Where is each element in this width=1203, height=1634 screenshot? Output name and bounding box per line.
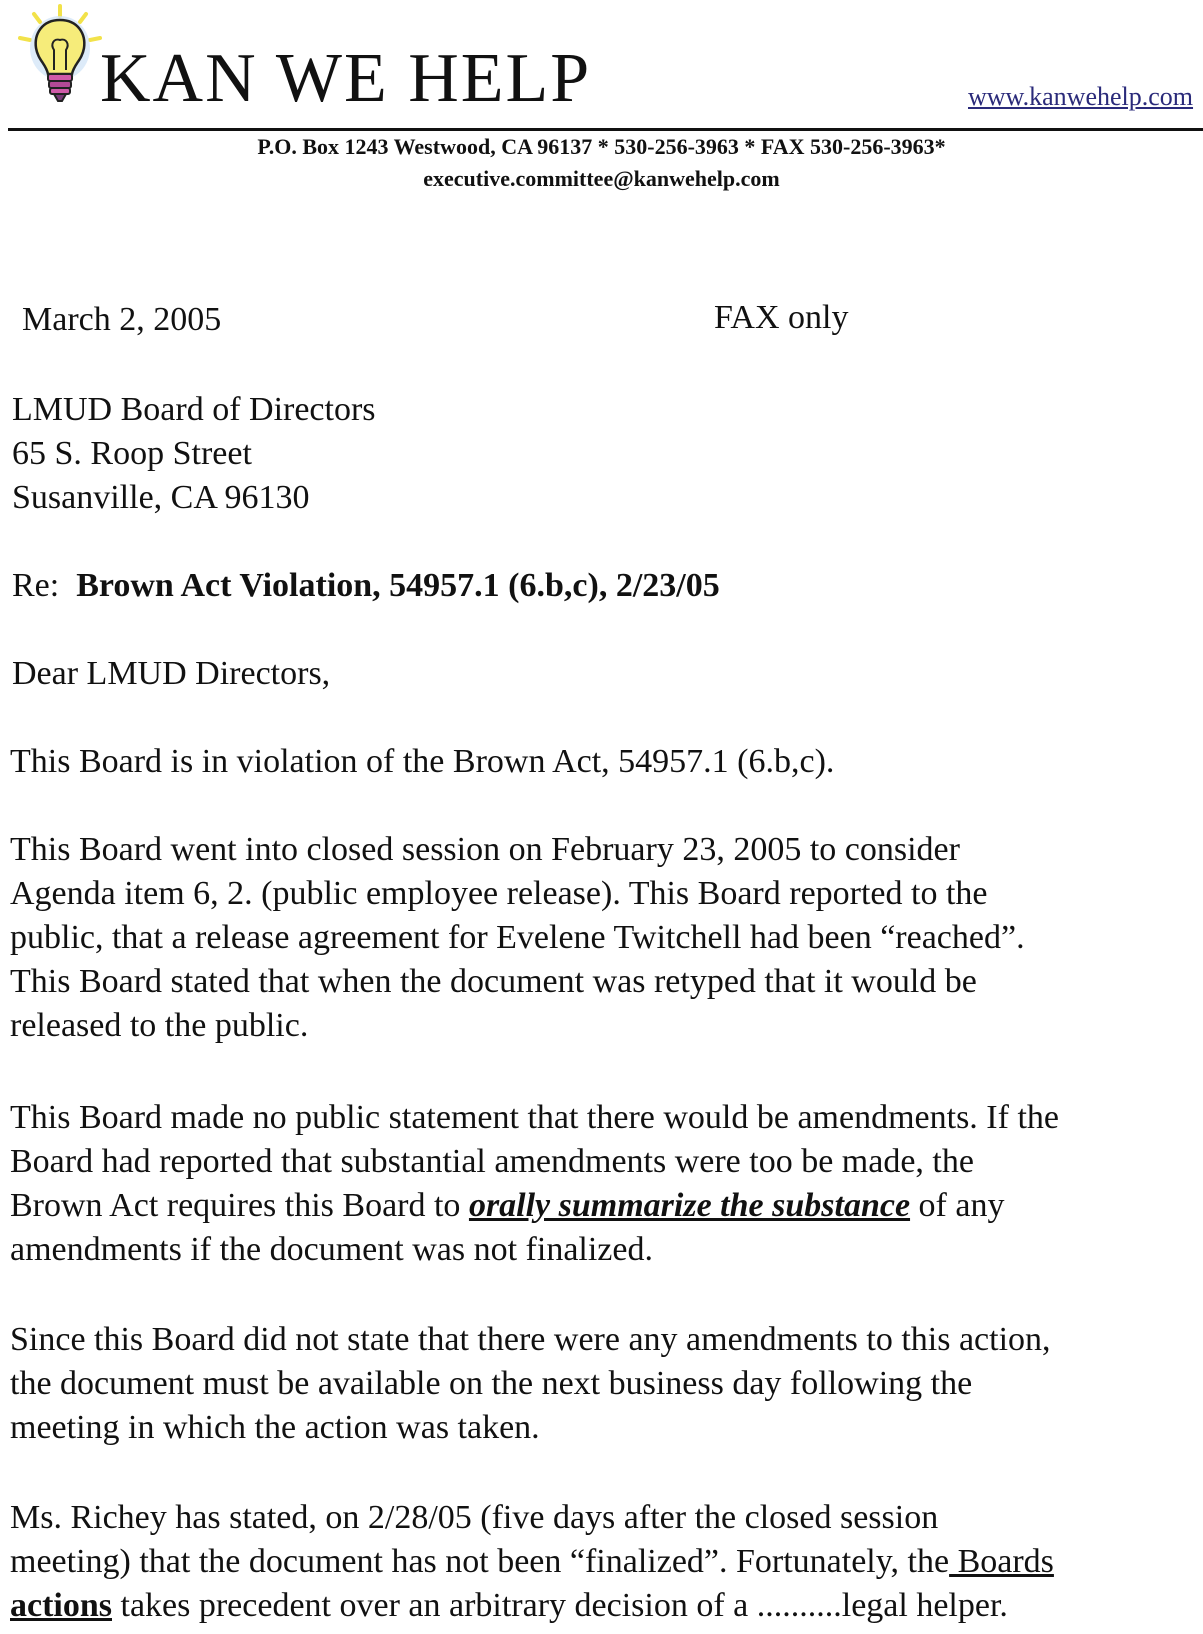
lightbulb-icon [14, 4, 106, 108]
text-run: meeting) that the document has not been “finalized”. Fortunately, the [10, 1543, 950, 1580]
website-link[interactable]: www.kanwehelp.com [968, 82, 1194, 111]
paragraph-line: amendments if the document was not finalized. [10, 1231, 653, 1268]
paragraph-5 [10, 1496, 1203, 1628]
paragraph-line: This Board stated that when the document was retyped that it would be [10, 963, 977, 1000]
paragraph-line: This Board is in violation of the Brown Act, 54957.1 (6.b,c). [10, 743, 835, 780]
paragraph-2 [10, 828, 1203, 1048]
paragraph-line [10, 1584, 1203, 1628]
underlined-phrase: Boards [949, 1543, 1054, 1580]
text-run: takes precedent over an arbitrary decision of a ..........legal helper. [112, 1587, 1008, 1624]
letterhead-divider [8, 128, 1203, 131]
recipient-address [12, 388, 376, 520]
paragraph-line: public, that a release agreement for Evelene Twitchell had been “reached”. [10, 919, 1025, 956]
contact-email[interactable]: executive.committee@kanwehelp.com [423, 166, 780, 191]
recipient-line: 65 S. Roop Street [12, 435, 252, 472]
paragraph-line: meeting in which the action was taken. [10, 1409, 540, 1446]
paragraph-line: Agenda item 6, 2. (public employee release). This Board reported to the [10, 875, 988, 912]
paragraph-line: This Board went into closed session on February 23, 2005 to consider [10, 831, 960, 868]
organization-name: KAN WE HELP [100, 40, 592, 117]
subject-line [12, 564, 720, 608]
letter-date: March 2, 2005 [22, 301, 222, 338]
delivery-note: FAX only [714, 299, 849, 336]
paragraph-line: Ms. Richey has stated, on 2/28/05 (five days after the closed session [10, 1499, 939, 1536]
paragraph-line [10, 1540, 1203, 1584]
paragraph-line: released to the public. [10, 1007, 309, 1044]
recipient-line: Susanville, CA 96130 [12, 479, 310, 516]
recipient-line: LMUD Board of Directors [12, 391, 376, 428]
paragraph-line: Board had reported that substantial amendments were too be made, the [10, 1143, 974, 1180]
text-run: of any [910, 1187, 1005, 1224]
contact-address-line: P.O. Box 1243 Westwood, CA 96137 * 530-256-3963 * FAX 530-256-3963* [257, 134, 946, 159]
subject-text: Brown Act Violation, 54957.1 (6.b,c), 2/23/05 [76, 567, 720, 604]
paragraph-3 [10, 1096, 1203, 1272]
paragraph-line: the document must be available on the next business day following the [10, 1365, 973, 1402]
emphasized-phrase: orally summarize the substance [468, 1187, 911, 1224]
paragraph-line: Since this Board did not state that there were any amendments to this action, [10, 1321, 1051, 1358]
bold-underlined-word: actions [10, 1587, 112, 1624]
paragraph-1 [10, 740, 1203, 784]
text-run: Brown Act requires this Board to [10, 1187, 469, 1224]
paragraph-line [10, 1184, 1203, 1228]
salutation: Dear LMUD Directors, [12, 655, 331, 692]
paragraph-line: This Board made no public statement that there would be amendments. If the [10, 1099, 1059, 1136]
paragraph-4 [10, 1318, 1203, 1450]
subject-label: Re: [12, 567, 60, 604]
